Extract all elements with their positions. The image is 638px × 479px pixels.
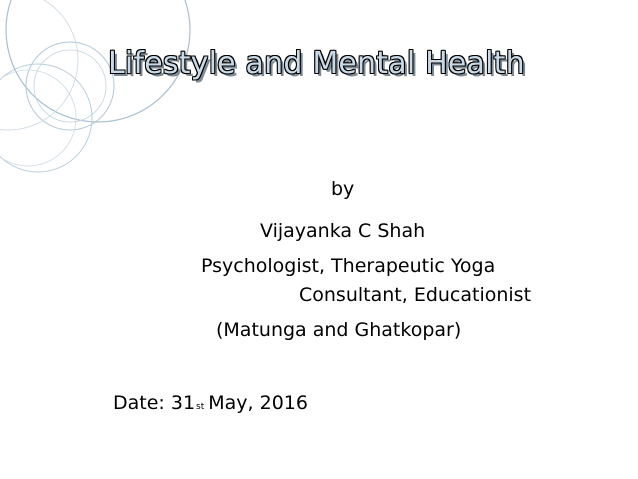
decor-circle-edge <box>0 0 78 130</box>
presentation-date <box>113 391 308 415</box>
author-role-line-1: Psychologist, Therapeutic Yoga <box>201 255 496 277</box>
author-location: (Matunga and Ghatkopar) <box>216 319 462 341</box>
decor-circle-left <box>0 64 92 172</box>
decor-circle-left-inner <box>0 70 76 166</box>
date-suffix: May, 2016 <box>208 392 308 414</box>
by-label: by <box>331 178 355 200</box>
decor-circle-medium <box>26 42 114 130</box>
date-prefix: Date: 31 <box>113 392 196 414</box>
date-ordinal: st <box>196 402 205 412</box>
author-role-line-2: Consultant, Educationist <box>299 284 532 306</box>
slide-title: Lifestyle and Mental Health <box>108 46 525 81</box>
decor-circle-inner <box>34 50 106 122</box>
decorative-circles <box>0 0 260 230</box>
author-name: Vijayanka C Shah <box>260 220 426 242</box>
